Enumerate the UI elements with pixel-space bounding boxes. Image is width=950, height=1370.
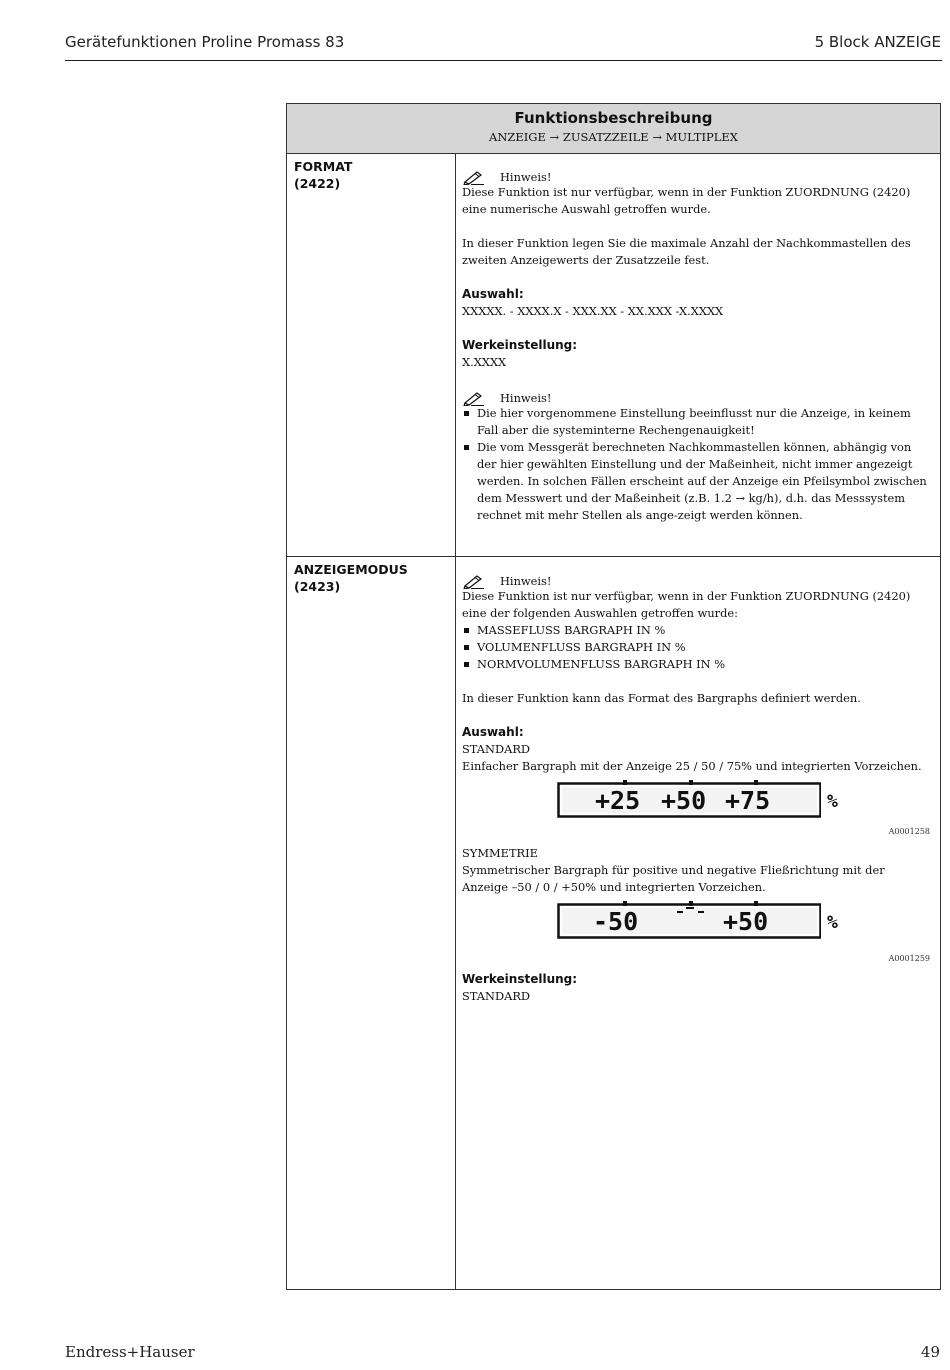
list-item: Die vom Messgerät berechneten Nachkommastellen können, abhängig von der hier gewählten Einstellung und der Maßeinheit, nicht immer angezeigt werden. In solchen Fällen erscheint auf der Anzeige ein Pfeilsymbol zwischen dem Messwert und der Maßeinheit (z.B. 1.2 → kg/h), d.h. das Messsystem rechnet mit mehr Stellen als ange-zeigt werden können. <box>462 439 934 524</box>
function-label: FORMAT <box>294 159 353 174</box>
lcd-value: +50 <box>661 786 707 815</box>
lcd-value: -50 <box>593 907 639 936</box>
note-label: Hinweis! <box>500 390 552 405</box>
option-name: STANDARD <box>462 742 531 756</box>
column-divider <box>455 153 456 1289</box>
function-table <box>286 103 941 1290</box>
lcd-value: +25 <box>595 786 641 815</box>
auswahl-values: XXXXX. - XXXX.X - XXX.XX - XX.XXX -X.XXXX <box>462 304 724 318</box>
default-value: STANDARD <box>462 989 531 1003</box>
lcd-figure-standard <box>462 775 934 837</box>
figure-code: A0001258 <box>888 827 930 836</box>
running-header-title: Gerätefunktionen Proline Promass 83 <box>65 33 345 51</box>
pencil-note-icon <box>462 573 486 589</box>
menu-path: ANZEIGE → ZUSATZZEILE → MULTIPLEX <box>489 130 738 144</box>
intro-text: In dieser Funktion kann das Format des Bargraphs definiert werden. <box>462 691 861 705</box>
list-item: Die hier vorgenommene Einstellung beeinflusst nur die Anzeige, in keinem Fall aber die systeminterne Rechengenauigkeit! <box>462 405 934 439</box>
function-code: (2423) <box>294 579 341 594</box>
page-number: 49 <box>920 1343 940 1361</box>
lcd-bargraph-standard <box>557 780 821 818</box>
function-name-anzeigemodus <box>294 561 408 595</box>
default-label: Werkeinstellung: <box>462 972 578 986</box>
figure-code: A0001259 <box>888 954 930 963</box>
note-text: Diese Funktion ist nur verfügbar, wenn in der Funktion ZUORDNUNG (2420) eine numerische Auswahl getroffen wurde. <box>462 185 911 216</box>
table-header <box>287 104 940 154</box>
option-description: Symmetrischer Bargraph für positive und negative Fließrichtung mit der Anzeige –50 / 0 / +50% und integrierten Vorzeichen. <box>462 863 885 894</box>
header-rule <box>65 60 942 61</box>
function-name-format <box>294 158 352 192</box>
list-item: NORMVOLUMENFLUSS BARGRAPH IN % <box>462 656 934 673</box>
svg-text:%: % <box>827 912 838 933</box>
list-item: MASSEFLUSS BARGRAPH IN % <box>462 622 934 639</box>
note-label: Hinweis! <box>500 573 552 588</box>
row-divider <box>287 556 940 557</box>
lcd-value: +50 <box>723 907 769 936</box>
running-header-section: 5 Block ANZEIGE <box>814 33 941 51</box>
svg-text:%: % <box>827 791 838 812</box>
function-description-anzeigemodus <box>462 571 934 1005</box>
note-label: Hinweis! <box>500 169 552 184</box>
lcd-unit <box>826 788 844 814</box>
note-list <box>462 405 934 524</box>
footer-brand: Endress+Hauser <box>65 1343 195 1361</box>
note-list <box>462 622 934 673</box>
default-label: Werkeinstellung: <box>462 338 578 352</box>
auswahl-label: Auswahl: <box>462 287 524 301</box>
lcd-value: +75 <box>725 786 771 815</box>
list-item: VOLUMENFLUSS BARGRAPH IN % <box>462 639 934 656</box>
lcd-bargraph-symmetrie <box>557 901 821 939</box>
lcd-figure-symmetrie <box>462 896 934 964</box>
option-name: SYMMETRIE <box>462 846 538 860</box>
auswahl-label: Auswahl: <box>462 725 524 739</box>
option-description: Einfacher Bargraph mit der Anzeige 25 / 50 / 75% und integrierten Vorzeichen. <box>462 759 922 773</box>
default-value: X.XXXX <box>462 355 507 369</box>
lcd-unit <box>826 909 844 935</box>
function-description-format <box>462 167 934 524</box>
intro-text: In dieser Funktion legen Sie die maximale Anzahl der Nachkommastellen des zweiten Anzeigewerts der Zusatzzeile fest. <box>462 236 911 267</box>
function-code: (2422) <box>294 176 341 191</box>
note-text: Diese Funktion ist nur verfügbar, wenn in der Funktion ZUORDNUNG (2420) eine der folgenden Auswahlen getroffen wurde: <box>462 589 911 620</box>
table-title: Funktionsbeschreibung <box>514 109 713 127</box>
function-label: ANZEIGEMODUS <box>294 562 408 577</box>
pencil-note-icon <box>462 169 486 185</box>
pencil-note-icon <box>462 390 486 406</box>
